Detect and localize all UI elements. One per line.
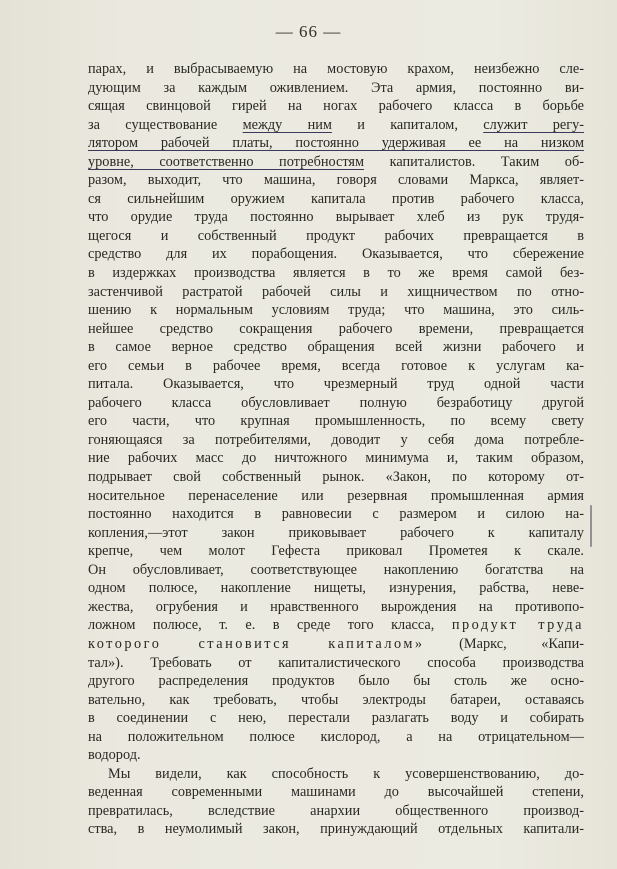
text-fragment: ложном полюсе, т. е. в среде того класса,	[88, 617, 435, 634]
text-line: носительное перенаселение или резервная промышленная армия	[88, 487, 584, 504]
underlined-fragment: уровне, соответственно потребностям	[88, 153, 365, 170]
text-line: постоянно находится в равновесии с размером и силою на-	[88, 506, 584, 523]
text-line: ся сильнейшим оружием капитала против рабочего класса,	[88, 190, 584, 207]
underlined-fragment: между ним	[242, 116, 332, 133]
text-line: крепче, чем молот Гефеста приковал Прометея к скале.	[88, 543, 584, 560]
underlined-fragment: служит регу-	[483, 116, 584, 133]
text-line: его части, что крупная промышленность, по всему свету	[88, 413, 584, 430]
text-line-underlined	[88, 153, 584, 172]
text-line: сящая свинцовой гирей на ногах рабочего класса в борьбе	[88, 98, 584, 115]
text-line: дующим за каждым оживлением. Эта армия, постоянно ви-	[88, 79, 584, 96]
body-text	[88, 60, 584, 839]
text-line: щегося и собственный продукт рабочих превращается в	[88, 227, 584, 244]
text-line: питала. Оказывается, что чрезмерный труд одной части	[88, 376, 584, 393]
text-line: другого распределения продуктов было бы столь же осно-	[88, 673, 584, 690]
text-line: в издержках производства является в то же время самой без-	[88, 265, 584, 282]
paragraph-2-line: Мы видели, как способность к усовершенствованию, до-	[108, 765, 584, 782]
text-line: в соединении с нею, перестали разлагать воду и собирать	[88, 710, 584, 727]
text-line: застенчивой растратой рабочей силы и хищничеством по отно-	[88, 283, 584, 300]
paragraph-2-line: превратилась, вследствие анархии общественного производ-	[88, 802, 584, 819]
text-line: рабочего класса обусловливает полную безработицу другой	[88, 394, 584, 411]
text-line: на положительном полюсе кислород, а на отрицательном—	[88, 728, 584, 745]
paragraph-2-line: ства, в неумолимый закон, принуждающий отдельных капитали-	[88, 821, 584, 838]
margin-pencil-mark	[590, 505, 592, 547]
text-line: шению к нормальным условиям труда; что машина, это силь-	[88, 302, 584, 319]
text-line: что орудие труда постоянно вырывает хлеб из рук трудя-	[88, 209, 584, 226]
text-line-underlined: лятором рабочей платы, постоянно удерживая ее на низком	[88, 135, 584, 152]
text-line: гоняющаяся за потребителями, доводит у себя дома потребле-	[88, 431, 584, 448]
text-fragment: и капиталом,	[331, 116, 484, 133]
text-line-underlined	[88, 116, 584, 135]
text-line: разом, выходит, что машина, говоря словами Маркса, являет-	[88, 172, 584, 189]
text-line: ние рабочих масс до ничтожного минимума и, таким образом,	[88, 450, 584, 467]
text-line: Он обусловливает, соответствующее накоплению богатства на	[88, 561, 584, 578]
text-fragment: за существование	[88, 116, 243, 133]
emphasis-fragment: продукт труда	[451, 617, 584, 634]
text-line: средство для их порабощения. Оказывается, что сбережение	[88, 246, 584, 263]
text-line: одном полюсе, накопление нищеты, изнурения, рабства, неве-	[88, 580, 584, 597]
text-line-emphasis	[88, 616, 584, 635]
text-line: его семьи в рабочее время, всегда готовое к услугам ка-	[88, 357, 584, 374]
page-number: — 66 —	[275, 22, 342, 41]
text-line: водород.	[88, 747, 141, 764]
text-line: подрывает свой собственный рынок. «Закон, по которому от-	[88, 469, 584, 486]
emphasis-fragment: которого становится капиталом»	[88, 635, 425, 652]
text-line: парах, и выбрасываемую на мостовую крахом, неизбежно сле-	[88, 61, 584, 77]
text-line-emphasis	[88, 635, 584, 654]
text-fragment: капиталистов. Таким об-	[364, 153, 584, 170]
text-line: в самое верное средство обращения всей жизни рабочего и	[88, 339, 584, 356]
text-line: жества, огрубения и нравственного вырождения на противопо-	[88, 598, 584, 615]
text-line: тал»). Требовать от капиталистического способа производства	[88, 654, 584, 671]
text-line: нейшее средство сокращения рабочего времени, превращается	[88, 320, 584, 337]
text-line: копления,—этот закон приковывает рабочего к капиталу	[88, 524, 584, 541]
text-line: вательно, как требовать, чтобы электроды батареи, оставаясь	[88, 691, 584, 708]
text-fragment: (Маркс, «Капи-	[459, 635, 584, 652]
paragraph-2-line: веденная современными машинами до высочайшей степени,	[88, 784, 584, 801]
